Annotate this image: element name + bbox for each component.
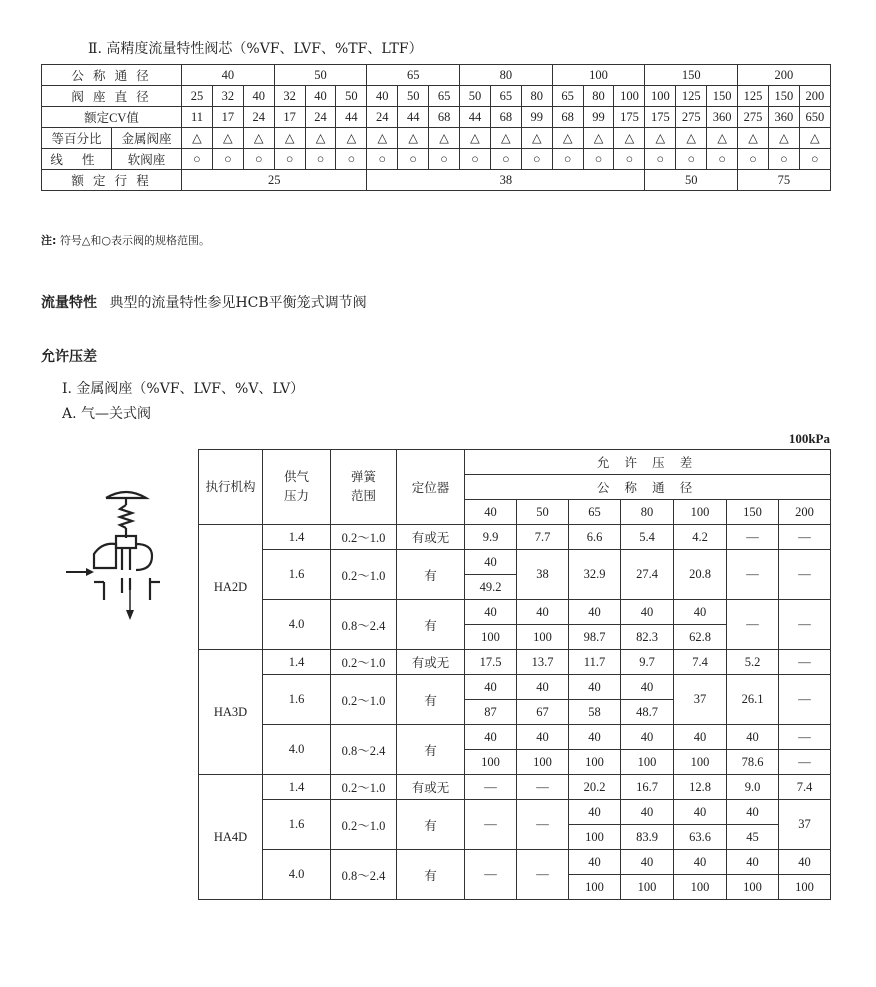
triangle-icon: △ [182, 128, 213, 149]
metal-label: 金属阀座 [112, 128, 182, 149]
value-cell: 9.7 [621, 650, 674, 675]
positioner-cell: 有或无 [397, 775, 465, 800]
travel-label: 额 定 行 程 [42, 170, 182, 191]
value-cell: — [779, 650, 831, 675]
value-cell: — [517, 800, 569, 850]
value-cell: 37 [779, 800, 831, 850]
table-row [199, 525, 831, 550]
value-cell: 27.4 [621, 550, 674, 600]
seat-cell: 100 [645, 86, 676, 107]
value-cell: 4.2 [674, 525, 727, 550]
cv-cell: 17 [212, 107, 243, 128]
cv-cell: 24 [305, 107, 336, 128]
triangle-icon: △ [367, 128, 398, 149]
triangle-icon: △ [583, 128, 614, 149]
triangle-icon: △ [768, 128, 799, 149]
cv-cell: 175 [645, 107, 676, 128]
note-text: 符号△和○表示阀的规格范围。 [59, 234, 210, 247]
circle-icon: ○ [768, 149, 799, 170]
positioner-cell: 有 [397, 675, 465, 725]
triangle-icon: △ [274, 128, 305, 149]
value-cell: — [465, 800, 517, 850]
value-cell: 40 [569, 725, 621, 750]
cv-cell: 11 [182, 107, 213, 128]
nominal-cell: 150 [645, 65, 738, 86]
circle-icon: ○ [398, 149, 429, 170]
seat-cell: 65 [429, 86, 460, 107]
seat-cell: 40 [367, 86, 398, 107]
cv-spec-table [41, 64, 831, 191]
value-cell: 40 [621, 800, 674, 825]
value-cell: — [727, 550, 779, 600]
circle-icon: ○ [614, 149, 645, 170]
seat-cell: 40 [243, 86, 274, 107]
seat-cell: 80 [583, 86, 614, 107]
value-cell: 40 [569, 850, 621, 875]
actuator-name: HA3D [199, 650, 263, 775]
seat-cell: 150 [707, 86, 738, 107]
triangle-icon: △ [521, 128, 552, 149]
value-cell: 100 [727, 875, 779, 900]
value-cell: — [465, 850, 517, 900]
circle-icon: ○ [738, 149, 769, 170]
value-cell: 9.9 [465, 525, 517, 550]
circle-icon: ○ [429, 149, 460, 170]
value-cell: 40 [779, 850, 831, 875]
circle-icon: ○ [552, 149, 583, 170]
value-cell: — [779, 550, 831, 600]
value-cell: — [779, 675, 831, 725]
cv-cell: 44 [398, 107, 429, 128]
value-cell: 20.2 [569, 775, 621, 800]
seat-cell: 100 [614, 86, 645, 107]
spring-cell: 0.8～2.4 [331, 725, 397, 775]
value-cell: 40 [465, 675, 517, 700]
spring-cell: 0.2～1.0 [331, 675, 397, 725]
cv-cell: 44 [460, 107, 491, 128]
value-cell: 6.6 [569, 525, 621, 550]
cv-cell: 360 [768, 107, 799, 128]
positioner-cell: 有 [397, 600, 465, 650]
value-cell: 40 [465, 600, 517, 625]
cv-cell: 24 [243, 107, 274, 128]
value-cell: 32.9 [569, 550, 621, 600]
value-cell: 67 [517, 700, 569, 725]
circle-icon: ○ [799, 149, 830, 170]
nominal-cell: 100 [552, 65, 645, 86]
supply-cell: 1.4 [263, 775, 331, 800]
cv-cell: 650 [799, 107, 830, 128]
seat-cell: 65 [490, 86, 521, 107]
triangle-icon: △ [460, 128, 491, 149]
inlet-arrow-icon [86, 568, 94, 576]
value-cell: 100 [779, 875, 831, 900]
value-cell: 40 [621, 850, 674, 875]
cv-cell: 275 [676, 107, 707, 128]
circle-icon: ○ [707, 149, 738, 170]
value-cell: — [465, 775, 517, 800]
value-cell: — [779, 600, 831, 650]
value-cell: 40 [674, 850, 727, 875]
value-cell: 63.6 [674, 825, 727, 850]
size-cell: 150 [727, 500, 779, 525]
note-prefix: 注: [41, 234, 57, 247]
triangle-icon: △ [305, 128, 336, 149]
value-cell: 40 [674, 600, 727, 625]
cv-cell: 68 [490, 107, 521, 128]
triangle-icon: △ [645, 128, 676, 149]
spring-cell: 0.2～1.0 [331, 650, 397, 675]
soft-label: 软阀座 [112, 149, 182, 170]
nominal-label: 公 称 通 径 [42, 65, 182, 86]
cv-cell: 175 [614, 107, 645, 128]
value-cell: 100 [674, 750, 727, 775]
cv-cell: 68 [429, 107, 460, 128]
triangle-icon: △ [212, 128, 243, 149]
circle-icon: ○ [274, 149, 305, 170]
value-cell: 37 [674, 675, 727, 725]
value-cell: 40 [621, 600, 674, 625]
header-supply: 供气压力 [263, 450, 331, 525]
value-cell: — [779, 725, 831, 750]
nominal-row [42, 65, 831, 86]
seat-label: 阀 座 直 径 [42, 86, 182, 107]
nominal-cell: 65 [367, 65, 460, 86]
seat-cell: 40 [305, 86, 336, 107]
pressure-title: 允许压差 [41, 349, 97, 365]
positioner-cell: 有或无 [397, 650, 465, 675]
triangle-icon: △ [614, 128, 645, 149]
seat-row [42, 86, 831, 107]
flow-text: 典型的流量特性参见HCB平衡笼式调节阀 [109, 295, 367, 311]
pct-label: 等百分比 [42, 128, 112, 149]
value-cell: 100 [465, 625, 517, 650]
table-row [199, 675, 831, 700]
size-cell: 80 [621, 500, 674, 525]
spring-cell: 0.8～2.4 [331, 600, 397, 650]
header-actuator: 执行机构 [199, 450, 263, 525]
value-cell: — [779, 750, 831, 775]
circle-icon: ○ [645, 149, 676, 170]
nominal-cell: 40 [182, 65, 275, 86]
positioner-cell: 有或无 [397, 525, 465, 550]
seat-cell: 80 [521, 86, 552, 107]
size-cell: 50 [517, 500, 569, 525]
triangle-icon: △ [552, 128, 583, 149]
triangle-icon: △ [738, 128, 769, 149]
supply-cell: 4.0 [263, 725, 331, 775]
supply-cell: 4.0 [263, 600, 331, 650]
cv-cell: 68 [552, 107, 583, 128]
outlet-arrow-icon [126, 610, 134, 620]
value-cell: 83.9 [621, 825, 674, 850]
spring-cell: 0.2～1.0 [331, 800, 397, 850]
nominal-cell: 80 [460, 65, 553, 86]
cv-row [42, 107, 831, 128]
value-cell: 40 [569, 800, 621, 825]
seat-cell: 200 [799, 86, 830, 107]
circle-icon: ○ [676, 149, 707, 170]
positioner-cell: 有 [397, 800, 465, 850]
soft-seat-row [42, 149, 831, 170]
supply-cell: 4.0 [263, 850, 331, 900]
value-cell: 82.3 [621, 625, 674, 650]
flow-line [41, 292, 367, 312]
positioner-cell: 有 [397, 550, 465, 600]
seat-cell: 32 [274, 86, 305, 107]
header-allow: 允 许 压 差 [465, 450, 831, 475]
circle-icon: ○ [460, 149, 491, 170]
triangle-icon: △ [398, 128, 429, 149]
travel-row [42, 170, 831, 191]
metal-seat-row [42, 128, 831, 149]
value-cell: 20.8 [674, 550, 727, 600]
triangle-icon: △ [707, 128, 738, 149]
flow-label: 流量特性 [41, 295, 97, 311]
value-cell: 100 [674, 875, 727, 900]
linear-label: 线 性 [42, 149, 112, 170]
value-cell: 5.4 [621, 525, 674, 550]
actuator-name: HA2D [199, 525, 263, 650]
size-cell: 200 [779, 500, 831, 525]
circle-icon: ○ [305, 149, 336, 170]
value-cell: — [727, 525, 779, 550]
positioner-cell: 有 [397, 725, 465, 775]
value-cell: 87 [465, 700, 517, 725]
value-cell: 40 [465, 550, 517, 575]
cv-cell: 275 [738, 107, 769, 128]
table-row [199, 650, 831, 675]
value-cell: 40 [569, 675, 621, 700]
value-cell: 7.4 [674, 650, 727, 675]
cv-cell: 360 [707, 107, 738, 128]
value-cell: 40 [517, 675, 569, 700]
value-cell: 45 [727, 825, 779, 850]
actuator-name: HA4D [199, 775, 263, 900]
table-row [199, 600, 831, 625]
seat-cell: 125 [676, 86, 707, 107]
table-row [199, 550, 831, 575]
supply-cell: 1.6 [263, 550, 331, 600]
value-cell: 40 [517, 725, 569, 750]
table-row [199, 775, 831, 800]
spring-cell: 0.2～1.0 [331, 525, 397, 550]
value-cell: 40 [465, 725, 517, 750]
seat-cell: 50 [398, 86, 429, 107]
value-cell: 40 [674, 800, 727, 825]
spring-cell: 0.2～1.0 [331, 550, 397, 600]
supply-cell: 1.4 [263, 650, 331, 675]
pressure-sub1: Ⅰ. 金属阀座（%VF、LVF、%V、LV） [62, 381, 305, 397]
section2-title: Ⅱ. 高精度流量特性阀芯（%VF、LVF、%TF、LTF） [88, 41, 423, 57]
header-nominal: 公 称 通 径 [465, 475, 831, 500]
value-cell: 17.5 [465, 650, 517, 675]
nominal-cell: 50 [274, 65, 367, 86]
circle-icon: ○ [583, 149, 614, 170]
value-cell: 100 [569, 825, 621, 850]
header-spring: 弹簧范围 [331, 450, 397, 525]
table-row [199, 725, 831, 750]
cv-cell: 99 [521, 107, 552, 128]
cv-label: 额定CV值 [42, 107, 182, 128]
value-cell: 5.2 [727, 650, 779, 675]
note [41, 232, 210, 248]
value-cell: — [779, 525, 831, 550]
positioner-cell: 有 [397, 850, 465, 900]
circle-icon: ○ [521, 149, 552, 170]
table-row [199, 800, 831, 825]
travel-cell: 50 [645, 170, 738, 191]
value-cell: 100 [517, 625, 569, 650]
circle-icon: ○ [490, 149, 521, 170]
value-cell: 13.7 [517, 650, 569, 675]
value-cell: 16.7 [621, 775, 674, 800]
triangle-icon: △ [336, 128, 367, 149]
value-cell: 78.6 [727, 750, 779, 775]
value-cell: 7.4 [779, 775, 831, 800]
value-cell: 40 [517, 600, 569, 625]
seat-cell: 65 [552, 86, 583, 107]
seat-cell: 125 [738, 86, 769, 107]
circle-icon: ○ [212, 149, 243, 170]
circle-icon: ○ [367, 149, 398, 170]
value-cell: 62.8 [674, 625, 727, 650]
value-cell: — [517, 850, 569, 900]
circle-icon: ○ [182, 149, 213, 170]
travel-cell: 25 [182, 170, 367, 191]
value-cell: 100 [517, 750, 569, 775]
value-cell: 100 [569, 875, 621, 900]
pressure-table [198, 449, 831, 900]
travel-cell: 75 [738, 170, 831, 191]
value-cell: 26.1 [727, 675, 779, 725]
value-cell: 100 [621, 750, 674, 775]
circle-icon: ○ [243, 149, 274, 170]
pressure-sub2: A. 气—关式阀 [62, 406, 152, 422]
value-cell: 40 [727, 800, 779, 825]
cv-cell: 99 [583, 107, 614, 128]
value-cell: 100 [465, 750, 517, 775]
triangle-icon: △ [799, 128, 830, 149]
actuator-diagram-icon [64, 478, 164, 628]
cv-cell: 24 [367, 107, 398, 128]
supply-cell: 1.4 [263, 525, 331, 550]
value-cell: 11.7 [569, 650, 621, 675]
value-cell: 40 [727, 725, 779, 750]
supply-cell: 1.6 [263, 800, 331, 850]
spring-cell: 0.2～1.0 [331, 775, 397, 800]
cv-cell: 44 [336, 107, 367, 128]
circle-icon: ○ [336, 149, 367, 170]
size-cell: 40 [465, 500, 517, 525]
nominal-cell: 200 [738, 65, 831, 86]
value-cell: 40 [621, 675, 674, 700]
value-cell: 38 [517, 550, 569, 600]
value-cell: 48.7 [621, 700, 674, 725]
triangle-icon: △ [243, 128, 274, 149]
size-cell: 65 [569, 500, 621, 525]
supply-cell: 1.6 [263, 675, 331, 725]
size-cell: 100 [674, 500, 727, 525]
value-cell: 100 [621, 875, 674, 900]
travel-cell: 38 [367, 170, 645, 191]
header-positioner: 定位器 [397, 450, 465, 525]
value-cell: 40 [727, 850, 779, 875]
seat-cell: 50 [336, 86, 367, 107]
value-cell: 98.7 [569, 625, 621, 650]
value-cell: 7.7 [517, 525, 569, 550]
seat-cell: 32 [212, 86, 243, 107]
diaphragm-dome [106, 492, 146, 498]
table-row [199, 850, 831, 875]
triangle-icon: △ [490, 128, 521, 149]
triangle-icon: △ [676, 128, 707, 149]
unit-label: 100kPa [788, 431, 830, 446]
value-cell: 40 [674, 725, 727, 750]
value-cell: — [727, 600, 779, 650]
value-cell: 9.0 [727, 775, 779, 800]
spring-cell: 0.8～2.4 [331, 850, 397, 900]
value-cell: 58 [569, 700, 621, 725]
value-cell: 12.8 [674, 775, 727, 800]
triangle-icon: △ [429, 128, 460, 149]
value-cell: 40 [569, 600, 621, 625]
value-cell: 40 [621, 725, 674, 750]
value-cell: 100 [569, 750, 621, 775]
seat-cell: 150 [768, 86, 799, 107]
seat-cell: 50 [460, 86, 491, 107]
value-cell: 49.2 [465, 575, 517, 600]
cv-cell: 17 [274, 107, 305, 128]
spring-icon [120, 505, 132, 528]
seat-cell: 25 [182, 86, 213, 107]
value-cell: — [517, 775, 569, 800]
